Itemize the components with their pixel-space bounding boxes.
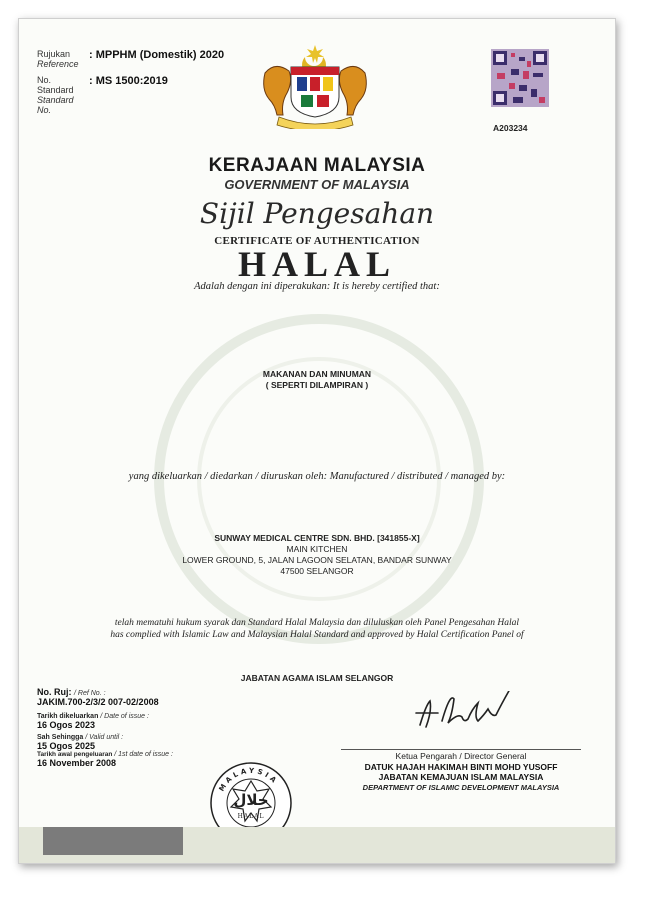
company-unit: MAIN KITCHEN bbox=[286, 544, 348, 554]
standard-value: : MS 1500:2019 bbox=[89, 75, 168, 87]
department-english: DEPARTMENT OF ISLAMIC DEVELOPMENT MALAYSIA bbox=[362, 782, 560, 792]
manufacturer-intro: yang dikeluarkan / diedarkan / diuruskan oleh: Manufactured / distributed / managed by: bbox=[128, 471, 506, 482]
certificate-subtitle: CERTIFICATE OF AUTHENTICATION bbox=[214, 235, 420, 247]
company-address-line1: LOWER GROUND, 5, JALAN LAGOON SELATAN, BANDAR SUNWAY bbox=[182, 555, 452, 565]
company-address-line2: 47500 SELANGOR bbox=[280, 566, 354, 576]
qr-code-id: A203234 bbox=[493, 123, 528, 133]
seal-halal-label: HALAL bbox=[237, 813, 265, 820]
signatory-role: Ketua Pengarah / Director General bbox=[395, 751, 527, 761]
standard-label: No. Standard Standard No. bbox=[37, 75, 74, 115]
signatory-name: DATUK HAJAH HAKIMAH BINTI MOHD YUSOFF bbox=[364, 761, 558, 772]
valid-until-date: 15 Ogos 2025 bbox=[37, 741, 96, 751]
compliance-statement: telah mematuhi hukum syarak dan Standard Halal Malaysia dan diluluskan oleh Panel Pengesahan Halal has complied with Islamic Law and Malaysian Halal Standard and approved by Halal Certification Panel of bbox=[110, 618, 524, 640]
reference-value: : MPPHM (Domestik) 2020 bbox=[89, 49, 225, 61]
signature-icon bbox=[414, 691, 524, 735]
coat-of-arms-emblem bbox=[257, 43, 373, 129]
certificate-title: Sijil Pengesahan bbox=[199, 197, 435, 230]
qr-code-icon bbox=[491, 49, 549, 123]
signature-line bbox=[341, 749, 581, 750]
halal-heading: HALAL bbox=[237, 244, 397, 284]
ref-number: JAKIM.700-2/3/2 007-02/2008 bbox=[37, 697, 159, 707]
first-issue-date: 16 November 2008 bbox=[37, 758, 117, 768]
certificate-details: No. Ruj: / Ref No. : JAKIM.700-2/3/2 007-02/2008 Tarikh dikeluarkan / Date of issue : 16 Ogos 2023 Sah Sehingga / Valid until : 15 Ogos 2025 Tarikh awal pengeluaran / 1st date of issue : 16 November 2008 bbox=[37, 687, 173, 768]
government-title: KERAJAAN MALAYSIA bbox=[208, 155, 426, 176]
department-malay: JABATAN KEMAJUAN ISLAM MALAYSIA bbox=[378, 772, 544, 782]
issue-date: 16 Ogos 2023 bbox=[37, 720, 96, 730]
company-name: SUNWAY MEDICAL CENTRE SDN. BHD. [341855-X] bbox=[214, 533, 420, 543]
certifying-authority: JABATAN AGAMA ISLAM SELANGOR bbox=[240, 673, 394, 683]
redacted-block bbox=[43, 827, 183, 855]
reference-label: Rujukan Reference bbox=[37, 49, 79, 69]
seal-arabic-text: حلال bbox=[233, 791, 269, 809]
manufacturer-block bbox=[19, 533, 615, 577]
product-description: MAKANAN DAN MINUMAN ( SEPERTI DILAMPIRAN ) bbox=[262, 369, 372, 390]
signatory-block bbox=[331, 751, 591, 793]
certificate-sheet bbox=[18, 18, 616, 864]
certified-that-line: Adalah dengan ini diperakukan: It is hereby certified that: bbox=[194, 281, 440, 292]
government-title-english: GOVERNMENT OF MALAYSIA bbox=[224, 177, 410, 192]
seal-ring-text: MALAYSIA bbox=[217, 766, 280, 793]
